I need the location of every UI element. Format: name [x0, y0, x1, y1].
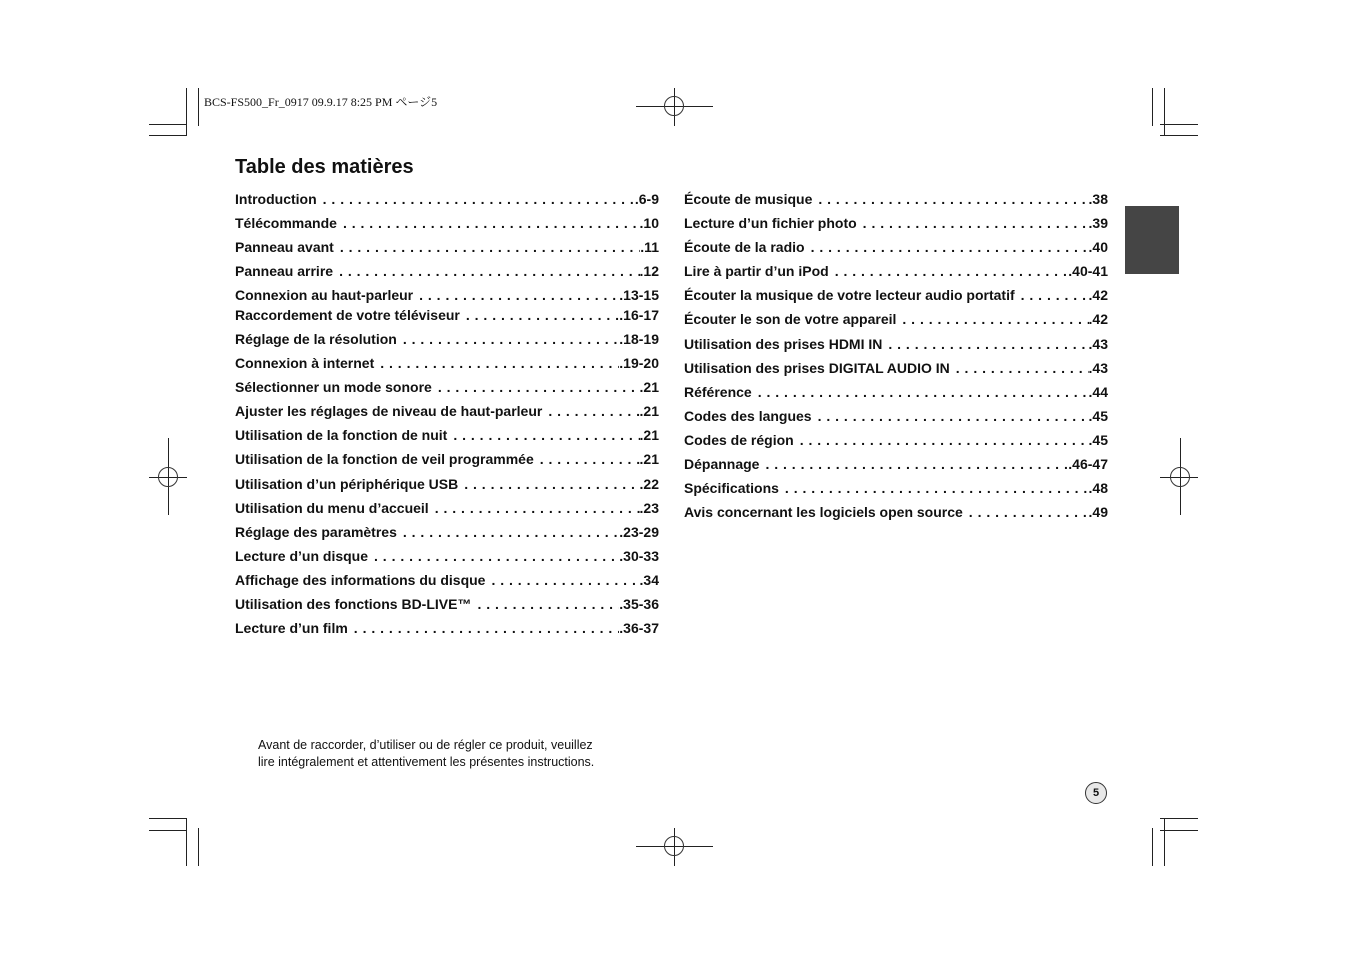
toc-entry-title: Panneau avant	[235, 239, 334, 256]
toc-right-column	[684, 190, 1108, 527]
toc-entry-title: Utilisation d’un périphérique USB	[235, 475, 459, 492]
toc-entry-title: Utilisation des fonctions BD-LIVE™	[235, 596, 472, 612]
toc-entry[interactable]	[684, 383, 1108, 407]
toc-entry[interactable]	[235, 354, 659, 378]
crop-mark	[1152, 88, 1153, 126]
toc-leader-dots	[491, 571, 639, 589]
toc-entry-title: Réglage des paramètres	[235, 523, 397, 540]
toc-entry-title: Lecture d’un disque	[235, 547, 369, 564]
crop-mark	[1164, 88, 1165, 136]
toc-entry-page: .23	[639, 499, 659, 516]
toc-leader-dots	[548, 402, 639, 420]
toc-entry-page: .10	[639, 215, 659, 232]
toc-entry[interactable]	[235, 547, 659, 571]
toc-leader-dots	[403, 523, 619, 541]
section-tab	[1125, 206, 1179, 274]
toc-leader-dots	[1021, 286, 1089, 304]
toc-leader-dots	[464, 475, 639, 493]
toc-leader-dots	[818, 407, 1089, 425]
toc-entry-title: Affichage des informations du disque	[235, 571, 486, 588]
toc-entry-page: .21	[639, 451, 659, 468]
registration-circle	[1170, 467, 1190, 487]
page-title: Table des matières	[235, 156, 414, 178]
toc-entry-title: Connexion à internet	[235, 355, 375, 372]
toc-entry[interactable]	[684, 310, 1108, 334]
toc-leader-dots	[540, 450, 640, 468]
toc-entry[interactable]	[235, 286, 659, 306]
crop-mark	[198, 828, 199, 866]
toc-leader-dots	[354, 619, 620, 637]
toc-entry-page: .36-37	[619, 620, 659, 637]
toc-entry-page: .40	[1088, 239, 1108, 256]
toc-entry-page: .43	[1088, 359, 1108, 376]
toc-entry-page: .30-33	[619, 547, 659, 564]
registration-circle	[158, 467, 178, 487]
toc-entry-title: Lire à partir d’un iPod	[684, 263, 829, 280]
page-number: 5	[1085, 782, 1107, 804]
toc-entry[interactable]	[684, 479, 1108, 503]
toc-entry-title: Panneau arrire	[235, 263, 334, 280]
toc-entry-page: .34	[639, 571, 659, 588]
crop-mark	[1160, 124, 1198, 125]
toc-entry-title: Raccordement de votre téléviseur	[235, 306, 460, 323]
toc-entry-title: Utilisation de la fonction de veil programmée	[235, 451, 534, 468]
toc-leader-dots	[323, 190, 635, 208]
crop-mark	[1160, 135, 1198, 136]
toc-entry-page: .23-29	[619, 523, 659, 540]
toc-leader-dots	[466, 306, 619, 324]
crop-mark	[149, 830, 187, 831]
note-line-1: Avant de raccorder, d’utiliser ou de régler ce produit, veuillez	[258, 738, 593, 752]
toc-entry-page: .12	[639, 263, 659, 280]
toc-entry-page: .19-20	[619, 355, 659, 372]
toc-entry-page: .44	[1088, 383, 1108, 400]
toc-entry-title: Avis concernant les logiciels open source	[684, 504, 963, 521]
toc-leader-dots	[811, 238, 1089, 256]
toc-leader-dots	[403, 330, 619, 348]
toc-entry-page: .21	[639, 403, 659, 420]
toc-leader-dots	[956, 359, 1089, 377]
toc-entry[interactable]	[235, 262, 659, 286]
toc-leader-dots	[438, 378, 640, 396]
toc-entry-title: Sélectionner un mode sonore	[235, 379, 432, 396]
toc-entry-title: Réglage de la résolution	[235, 330, 397, 347]
toc-entry-page: .46-47	[1068, 456, 1108, 473]
crop-mark	[186, 818, 187, 866]
toc-entry-page: .6-9	[634, 191, 659, 207]
toc-entry-title: Ajuster les réglages de niveau de haut-parleur	[235, 403, 543, 420]
toc-leader-dots	[818, 190, 1088, 208]
toc-leader-dots	[453, 426, 639, 444]
toc-entry[interactable]	[235, 330, 659, 354]
toc-entry[interactable]	[684, 407, 1108, 431]
toc-leader-dots	[765, 455, 1068, 473]
toc-leader-dots	[477, 595, 619, 613]
toc-entry-title: Écouter la musique de votre lecteur audio portatif	[684, 287, 1015, 304]
toc-leader-dots	[888, 335, 1088, 353]
toc-entry[interactable]	[235, 523, 659, 547]
toc-leader-dots	[419, 286, 619, 304]
toc-entry-page: .38	[1088, 191, 1108, 207]
toc-entry-title: Référence	[684, 383, 752, 400]
toc-entry-title: Utilisation du menu d’accueil	[235, 499, 429, 516]
toc-leader-dots	[343, 214, 640, 232]
toc-leader-dots	[380, 354, 619, 372]
toc-entry-page: .22	[639, 475, 659, 492]
toc-entry[interactable]	[235, 402, 659, 426]
toc-entry-page: .49	[1088, 504, 1108, 521]
toc-entry-title: Codes des langues	[684, 407, 812, 424]
toc-leader-dots	[902, 310, 1088, 328]
toc-entry-title: Télécommande	[235, 215, 337, 232]
toc-entry-page: .42	[1088, 287, 1108, 304]
toc-leader-dots	[340, 238, 640, 256]
toc-entry-page: .21	[639, 427, 659, 444]
crop-mark	[1160, 818, 1198, 819]
toc-entry[interactable]	[684, 190, 1108, 214]
toc-entry-page: .11	[640, 239, 659, 256]
toc-entry-page: .45	[1088, 407, 1108, 424]
crop-mark	[186, 88, 187, 136]
toc-entry-title: Lecture d’un fichier photo	[684, 215, 857, 232]
toc-entry-page: .42	[1088, 311, 1108, 328]
toc-entry[interactable]	[235, 619, 659, 643]
crop-mark	[1160, 830, 1198, 831]
toc-leader-dots	[835, 262, 1069, 280]
toc-left-column	[235, 190, 659, 643]
toc-leader-dots	[969, 503, 1089, 521]
toc-entry[interactable]	[235, 450, 659, 474]
crop-mark	[149, 818, 187, 819]
toc-entry-title: Écoute de musique	[684, 191, 813, 207]
toc-entry-title: Lecture d’un film	[235, 620, 348, 637]
toc-leader-dots	[435, 499, 640, 517]
toc-entry[interactable]	[235, 499, 659, 523]
registration-circle	[664, 836, 684, 856]
toc-entry[interactable]	[235, 214, 659, 238]
toc-entry-title: Introduction	[235, 191, 317, 207]
toc-entry-page: .43	[1088, 335, 1108, 352]
note-line-2: lire intégralement et attentivement les présentes instructions.	[258, 754, 595, 769]
toc-entry-page: .21	[639, 379, 659, 396]
toc-entry[interactable]	[235, 475, 659, 499]
toc-entry-page: .13-15	[619, 287, 659, 304]
toc-entry[interactable]	[684, 335, 1108, 359]
crop-mark	[1152, 828, 1153, 866]
toc-entry-page: .39	[1088, 215, 1108, 232]
toc-entry-title: Dépannage	[684, 456, 760, 473]
toc-entry-title: Écoute de la radio	[684, 239, 805, 256]
toc-leader-dots	[339, 262, 639, 280]
toc-entry-page: .18-19	[619, 330, 659, 347]
crop-mark	[1164, 818, 1165, 866]
toc-leader-dots	[374, 547, 619, 565]
toc-entry[interactable]	[684, 431, 1108, 455]
crop-mark	[149, 135, 187, 136]
toc-entry[interactable]	[684, 359, 1108, 383]
toc-leader-dots	[800, 431, 1089, 449]
toc-entry-page: .35-36	[619, 596, 659, 612]
toc-entry-title: Connexion au haut-parleur	[235, 287, 414, 304]
crop-mark	[149, 124, 187, 125]
toc-entry[interactable]	[235, 426, 659, 450]
toc-entry-page: .16-17	[619, 306, 659, 323]
toc-entry[interactable]	[684, 214, 1108, 238]
toc-entry[interactable]	[235, 378, 659, 402]
toc-entry-title: Spécifications	[684, 480, 779, 497]
toc-entry[interactable]	[235, 238, 659, 262]
print-header: BCS-FS500_Fr_0917 09.9.17 8:25 PM ページ5	[204, 95, 438, 109]
toc-entry[interactable]	[684, 286, 1108, 310]
toc-entry[interactable]	[684, 455, 1108, 479]
toc-entry-title: Utilisation des prises HDMI IN	[684, 335, 883, 352]
toc-entry[interactable]	[684, 503, 1108, 527]
toc-entry-title: Utilisation de la fonction de nuit	[235, 427, 448, 444]
toc-entry-page: .45	[1088, 431, 1108, 448]
toc-leader-dots	[863, 214, 1089, 232]
toc-entry[interactable]	[684, 262, 1108, 286]
toc-entry[interactable]	[235, 571, 659, 595]
toc-entry[interactable]	[235, 190, 659, 214]
toc-entry[interactable]	[235, 595, 659, 619]
toc-leader-dots	[758, 383, 1089, 401]
instructions-note	[258, 737, 638, 770]
toc-entry-title: Codes de région	[684, 431, 794, 448]
toc-leader-dots	[785, 479, 1089, 497]
toc-entry-title: Utilisation des prises DIGITAL AUDIO IN	[684, 359, 950, 376]
registration-circle	[664, 96, 684, 116]
toc-entry[interactable]	[235, 306, 659, 330]
toc-entry-page: .48	[1088, 480, 1108, 497]
crop-mark	[198, 88, 199, 126]
toc-entry-title: Écouter le son de votre appareil	[684, 311, 897, 328]
toc-entry[interactable]	[684, 238, 1108, 262]
toc-entry-page: .40-41	[1068, 263, 1108, 280]
